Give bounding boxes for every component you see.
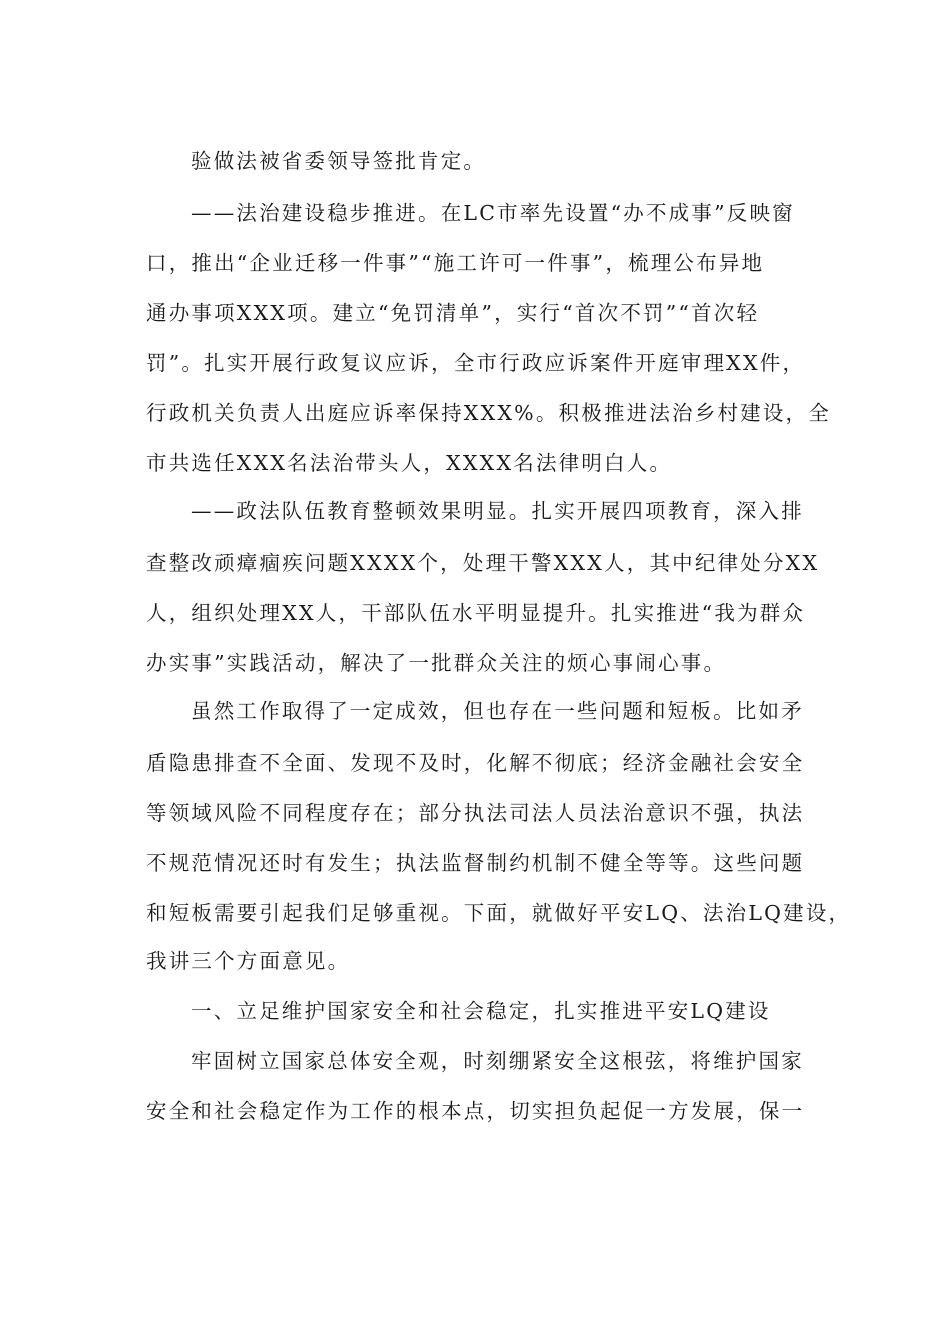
text-line: ——政法队伍教育整顿效果明显。扎实开展四项教育，深入排 (191, 499, 804, 523)
text-line: ——法治建设稳步推进。在LC市率先设置“办不成事”反映窗 (191, 201, 795, 225)
text-line: 办实事”实践活动，解决了一批群众关注的烦心事闹心事。 (146, 651, 727, 675)
text-line: 安全和社会稳定作为工作的根本点，切实担负起促一方发展，保一 (146, 1099, 805, 1123)
text-line: 和短板需要引起我们足够重视。下面，就做好平安LQ、法治LQ建设， (146, 901, 852, 925)
text-line: 验做法被省委领导签批肯定。 (191, 149, 487, 173)
text-line: 行政机关负责人出庭应诉率保持XXX%。积极推进法治乡村建设，全 (146, 401, 831, 425)
text-line: 虽然工作取得了一定成效，但也存在一些问题和短板。比如矛 (191, 699, 804, 723)
text-line: 不规范情况还时有发生；执法监督制约机制不健全等等。这些问题 (146, 851, 805, 875)
text-line: 查整改顽瘴痼疾问题XXXX个，处理干警XXX人，其中纪律处分XX (146, 551, 820, 575)
text-line: 通办事项XXX项。建立“免罚清单”，实行“首次不罚”“首次轻 (146, 301, 760, 325)
text-line: 牢固树立国家总体安全观，时刻绷紧安全这根弦，将维护国家 (191, 1049, 804, 1073)
text-line: 等领域风险不同程度存在；部分执法司法人员法治意识不强，执法 (146, 801, 805, 825)
text-line: 口，推出“企业迁移一件事”“施工许可一件事”，梳理公布异地 (146, 251, 765, 275)
text-line: 我讲三个方面意见。 (146, 949, 351, 973)
text-line: 罚”。扎实开展行政复议应诉，全市行政应诉案件开庭审理XX件， (146, 351, 806, 375)
text-line: 市共选任XXX名法治带头人，XXXX名法律明白人。 (146, 451, 673, 475)
text-line: 人，组织处理XX人，干部队伍水平明显提升。扎实推进“我为群众 (146, 601, 806, 625)
text-line: 盾隐患排查不全面、发现不及时，化解不彻底；经济金融社会安全 (146, 751, 805, 775)
section-heading: 一、立足维护国家安全和社会稳定，扎实推进平安LQ建设 (191, 999, 771, 1023)
